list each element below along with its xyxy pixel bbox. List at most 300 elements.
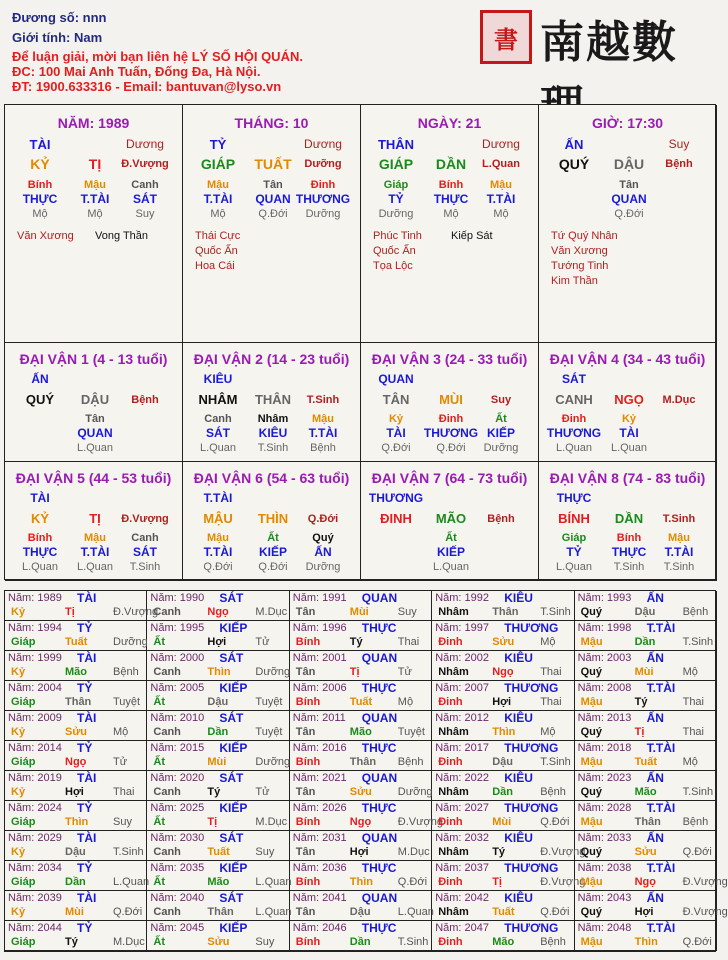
hidden-god: T.TÀI — [203, 545, 233, 559]
year-phase: L.Quan — [255, 876, 292, 888]
hidden-stem: Giáp — [561, 532, 587, 544]
year-phase: Bệnh — [540, 936, 566, 948]
year-can: Mậu — [580, 636, 603, 648]
logo-title: 南越數 — [540, 17, 678, 68]
year-phase: M.Dục — [113, 936, 145, 948]
pillar-chi: DẬU — [613, 156, 645, 172]
year-god: THỰC — [361, 681, 397, 695]
dai-van-chi: THÂN — [254, 392, 292, 407]
year-phase: Suy — [255, 846, 275, 858]
year-can: Giáp — [11, 756, 36, 768]
dai-van-title: ĐẠI VẬN 2 (14 - 23 tuổi) — [193, 351, 350, 367]
year-can: Kỷ — [11, 786, 26, 798]
year-can: Bính — [295, 696, 321, 708]
year-can: Nhâm — [438, 846, 469, 858]
dai-van-chi: THÌN — [257, 511, 289, 526]
year-label: Năm: 2036 — [292, 862, 347, 874]
hidden-phase: L.Quan — [432, 561, 470, 573]
year-can: Đinh — [438, 756, 463, 768]
hidden-phase: Suy — [135, 208, 155, 220]
year-can: Bính — [295, 756, 321, 768]
year-grid — [4, 590, 728, 952]
year-phase: T.Sinh — [540, 756, 571, 768]
year-chi: Ngọ — [65, 756, 87, 768]
year-god: KIẾP — [219, 861, 248, 875]
year-phase: Tuyệt — [255, 726, 283, 738]
star-left: Quốc Ấn — [195, 245, 238, 257]
year-can: Tân — [295, 846, 316, 858]
dai-van-can: MẬU — [203, 511, 233, 526]
year-god: KIẾP — [219, 681, 248, 695]
year-god: KIẾP — [219, 621, 248, 635]
year-cell — [290, 771, 432, 801]
year-can: Kỷ — [11, 846, 26, 858]
year-label: Năm: 2034 — [8, 862, 62, 874]
year-label: Năm: 2042 — [435, 892, 489, 904]
year-cell — [575, 591, 717, 621]
year-phase: Bệnh — [682, 816, 709, 828]
year-phase: Mộ — [682, 756, 698, 768]
year-cell — [290, 621, 432, 651]
hidden-god: THƯƠNG — [423, 426, 479, 440]
year-cell — [575, 711, 717, 741]
year-chi: Mùi — [349, 606, 369, 618]
pillar-cell — [183, 105, 361, 343]
year-can: Giáp — [11, 816, 36, 828]
dai-van-state: Suy — [490, 394, 512, 406]
year-label: Năm: 1994 — [8, 622, 62, 634]
year-chi: Sửu — [207, 936, 230, 948]
year-god: KIẾP — [219, 801, 248, 815]
year-cell — [147, 621, 289, 651]
dai-van-can: TÂN — [382, 392, 410, 407]
hidden-phase: Dưỡng — [483, 442, 519, 454]
hidden-phase: L.Quan — [555, 561, 593, 573]
hidden-god: T.TÀI — [308, 426, 338, 440]
year-chi: Dậu — [634, 606, 656, 618]
year-cell — [432, 591, 574, 621]
year-phase: Bệnh — [113, 666, 139, 678]
hidden-god: QUAN — [77, 426, 113, 440]
year-can: Canh — [153, 906, 181, 918]
dai-van-god: KIÊU — [203, 372, 233, 386]
year-label: Năm: 2027 — [435, 802, 489, 814]
hidden-phase: L.Quan — [610, 442, 648, 454]
year-can: Mậu — [580, 696, 603, 708]
year-phase: M.Dục — [255, 816, 288, 828]
hidden-god: THỰC — [611, 545, 647, 559]
star-left: Tứ Quý Nhân — [551, 230, 618, 242]
pillar-chi: DẦN — [435, 156, 467, 172]
year-chi: Mão — [492, 936, 515, 948]
year-cell — [5, 831, 147, 861]
hidden-phase: Q.Đới — [614, 208, 644, 220]
pillar-can: GIÁP — [200, 156, 236, 172]
year-god: QUAN — [361, 771, 398, 785]
year-chi: Tuất — [65, 636, 88, 648]
dai-van-can: KỶ — [30, 511, 50, 526]
hidden-god: THƯƠNG — [546, 426, 602, 440]
year-cell — [290, 831, 432, 861]
year-phase: Đ.Vượng — [682, 906, 728, 918]
year-phase: Mộ — [113, 726, 129, 738]
pillar-god: ẤN — [564, 137, 584, 152]
year-can: Đinh — [438, 936, 463, 948]
dai-van-title: ĐẠI VẬN 5 (44 - 53 tuổi) — [15, 470, 172, 486]
dai-van-state: Q.Đới — [307, 513, 339, 525]
year-phase: Q.Đới — [540, 906, 570, 918]
hidden-phase: Mộ — [32, 208, 48, 220]
hidden-stem: Nhâm — [257, 413, 289, 425]
year-can: Kỷ — [11, 726, 26, 738]
dai-van-god: T.TÀI — [203, 491, 233, 505]
dai-van-title: ĐẠI VẬN 8 (74 - 83 tuổi) — [549, 470, 706, 486]
year-chi: Dậu — [65, 846, 86, 858]
owner-name: Đương số: nnn — [12, 10, 107, 25]
year-phase: Q.Đới — [113, 906, 143, 918]
hidden-god: THỰC — [433, 192, 469, 206]
year-chi: Hợi — [634, 906, 654, 918]
year-cell — [147, 831, 289, 861]
year-god: TỶ — [77, 741, 93, 755]
hidden-phase: Q.Đới — [381, 442, 411, 454]
dai-van-state: Đ.Vượng — [121, 513, 169, 525]
year-god: THỰC — [361, 741, 397, 755]
pillar-state: Đ.Vượng — [121, 158, 169, 170]
hidden-stem: Ất — [267, 532, 279, 544]
year-cell — [575, 621, 717, 651]
year-can: Giáp — [11, 636, 36, 648]
year-cell — [290, 711, 432, 741]
pillar-god: TÀI — [29, 137, 51, 152]
pillar-god-state: Dương — [304, 137, 342, 151]
year-cell — [575, 741, 717, 771]
year-god: ẤN — [646, 651, 664, 665]
year-label: Năm: 2028 — [577, 802, 632, 814]
pillar-god-state: Dương — [482, 137, 520, 151]
year-phase: Thai — [682, 726, 704, 738]
year-chi: Tý — [492, 846, 506, 858]
year-phase: Dưỡng — [397, 786, 433, 798]
year-chi: Tý — [65, 936, 78, 948]
year-label: Năm: 2017 — [435, 742, 489, 754]
year-cell — [432, 651, 574, 681]
year-god: TÀI — [77, 711, 97, 725]
year-god: T.TÀI — [646, 801, 676, 815]
dai-van-state: M.Dục — [662, 394, 696, 406]
year-chi: Thân — [492, 606, 519, 618]
year-can: Mậu — [580, 816, 603, 828]
hidden-stem: Ất — [445, 532, 457, 544]
year-cell — [5, 591, 159, 621]
year-label: Năm: 2045 — [150, 922, 205, 934]
dai-van-state: Bệnh — [487, 513, 515, 525]
dai-van-chi: MÙI — [439, 392, 463, 407]
year-phase: Thai — [113, 786, 135, 798]
year-god: TỶ — [77, 921, 93, 935]
year-can: Nhâm — [438, 666, 469, 678]
year-chi: Thìn — [634, 936, 658, 948]
year-god: QUAN — [361, 591, 398, 605]
year-phase: Mộ — [397, 696, 414, 708]
year-god: SÁT — [219, 651, 244, 665]
year-can: Kỷ — [11, 666, 26, 678]
year-phase: Thai — [540, 666, 562, 678]
pillar-can: GIÁP — [378, 156, 414, 172]
year-cell — [5, 771, 147, 801]
year-chi: Tuất — [492, 906, 515, 918]
year-cell — [147, 771, 289, 801]
dai-van-title: ĐẠI VẬN 1 (4 - 13 tuổi) — [19, 351, 168, 367]
year-chi: Mùi — [492, 816, 512, 828]
year-chi: Thân — [349, 756, 377, 768]
year-label: Năm: 2011 — [292, 712, 346, 724]
year-chi: Thân — [207, 906, 234, 918]
year-phase: T.Sinh — [682, 636, 714, 648]
dai-van-cell — [5, 462, 183, 581]
year-chi: Dậu — [207, 696, 229, 708]
pillar-cell — [5, 105, 183, 343]
year-can: Ất — [153, 696, 165, 708]
dai-van-can: ĐINH — [380, 511, 412, 526]
year-label: Năm: 2040 — [150, 892, 205, 904]
year-chi: Dần — [349, 936, 371, 948]
year-cell — [432, 921, 574, 951]
year-god: SÁT — [219, 711, 244, 725]
pillar-cell — [539, 105, 717, 343]
year-god: T.TÀI — [646, 861, 676, 875]
year-chi: Thìn — [349, 876, 374, 888]
year-phase: L.Quan — [255, 906, 292, 918]
star-left: Văn Xương — [551, 245, 608, 257]
year-phase: Thai — [682, 696, 704, 708]
pillar-title: THÁNG: 10 — [234, 115, 309, 131]
year-chi: Dần — [207, 726, 229, 738]
year-can: Mậu — [580, 756, 603, 768]
year-cell — [5, 741, 147, 771]
pillar-god-state: Dương — [126, 137, 164, 151]
year-label: Năm: 2025 — [150, 802, 205, 814]
year-phase: Q.Đới — [540, 816, 570, 828]
year-chi: Tuất — [634, 756, 657, 768]
dai-van-chi: NGỌ — [614, 392, 644, 407]
dai-van-cell — [5, 343, 183, 462]
year-can: Mậu — [580, 876, 603, 888]
year-chi: Dần — [65, 876, 86, 888]
year-label: Năm: 2046 — [292, 922, 347, 934]
hidden-stem: Mậu — [490, 179, 512, 191]
pillar-cell — [361, 105, 539, 343]
hidden-god: TÀI — [386, 426, 406, 440]
year-chi: Mão — [349, 726, 372, 738]
year-chi: Tuất — [207, 846, 230, 858]
hidden-phase: L.Quan — [199, 442, 237, 454]
year-label: Năm: 1989 — [8, 592, 62, 604]
hidden-stem: Mậu — [84, 179, 106, 191]
year-phase: Đ.Vượng — [113, 606, 159, 618]
year-cell — [432, 621, 574, 651]
year-god: KIÊU — [504, 891, 533, 905]
year-god: ẤN — [646, 771, 664, 785]
year-cell — [290, 681, 432, 711]
year-phase: Tử — [113, 756, 128, 768]
year-god: TÀI — [77, 771, 97, 785]
year-can: Giáp — [11, 876, 36, 888]
year-phase: T.Sinh — [540, 606, 571, 618]
year-god: THỰC — [361, 621, 397, 635]
year-chi: Ngọ — [634, 876, 656, 888]
year-phase: Tuyệt — [255, 696, 283, 708]
year-god: TÀI — [77, 831, 97, 845]
year-label: Năm: 2005 — [150, 682, 205, 694]
year-cell — [5, 681, 147, 711]
year-label: Năm: 2000 — [150, 652, 205, 664]
year-can: Ất — [153, 876, 165, 888]
hidden-god: KIẾP — [486, 426, 516, 440]
dai-van-god: QUAN — [378, 372, 414, 386]
year-god: ẤN — [646, 711, 664, 725]
year-god: THƯƠNG — [504, 681, 559, 695]
star-right: Kiếp Sát — [451, 230, 493, 242]
year-label: Năm: 2023 — [577, 772, 632, 784]
hidden-stem: Giáp — [383, 179, 409, 191]
year-phase: Tuyệt — [113, 696, 141, 708]
year-god: T.TÀI — [646, 741, 676, 755]
year-god: SÁT — [219, 771, 244, 785]
hidden-stem: Canh — [131, 179, 159, 191]
year-phase: Bệnh — [682, 606, 709, 618]
star-left: Tọa Lộc — [373, 260, 413, 272]
hidden-phase: Mộ — [493, 208, 509, 220]
year-can: Ất — [153, 636, 165, 648]
year-phase: Đ.Vượng — [397, 816, 443, 828]
hidden-god: QUAN — [255, 192, 291, 206]
year-cell — [5, 621, 147, 651]
hidden-stem: Tân — [263, 179, 283, 191]
pillar-can: QUÝ — [558, 156, 590, 172]
year-can: Tân — [295, 666, 316, 678]
year-label: Năm: 2021 — [292, 772, 347, 784]
year-label: Năm: 2022 — [435, 772, 489, 784]
year-phase: Thai — [540, 696, 562, 708]
year-god: THỰC — [361, 801, 397, 815]
hidden-phase: T.Sinh — [257, 442, 289, 454]
year-chi: Tuất — [349, 696, 373, 708]
dai-van-chi: MÃO — [435, 511, 467, 526]
dai-van-state: T.Sinh — [306, 394, 340, 406]
gender: Giới tính: Nam — [12, 30, 103, 45]
hidden-god: SÁT — [206, 426, 230, 440]
hidden-god: T.TÀI — [664, 545, 694, 559]
year-cell — [5, 921, 147, 951]
year-phase: Q.Đới — [682, 846, 712, 858]
year-cell — [432, 861, 586, 891]
star-left: Quốc Ấn — [373, 245, 416, 257]
year-chi: Thân — [634, 816, 661, 828]
year-can: Tân — [295, 606, 316, 618]
year-can: Quý — [580, 846, 602, 858]
year-god: TỶ — [77, 681, 93, 695]
year-label: Năm: 2031 — [292, 832, 347, 844]
year-god: ẤN — [646, 891, 664, 905]
year-can: Bính — [295, 636, 321, 648]
year-label: Năm: 2009 — [8, 712, 62, 724]
year-can: Ất — [153, 816, 165, 828]
year-god: QUAN — [361, 651, 398, 665]
year-label: Năm: 2010 — [150, 712, 205, 724]
hidden-god: T.TÀI — [80, 545, 110, 559]
year-phase: Tuyệt — [397, 726, 425, 738]
hidden-stem: Mậu — [207, 532, 229, 544]
year-cell — [575, 651, 717, 681]
year-label: Năm: 2016 — [292, 742, 347, 754]
year-chi: Dần — [492, 786, 513, 798]
year-can: Giáp — [11, 936, 36, 948]
year-label: Năm: 2038 — [577, 862, 632, 874]
dai-van-god: TÀI — [30, 491, 50, 505]
year-phase: Suy — [113, 816, 132, 828]
year-chi: Sửu — [634, 846, 657, 858]
year-cell — [5, 861, 150, 891]
dai-van-chi: DẦN — [614, 511, 644, 526]
year-phase: Mộ — [540, 636, 556, 648]
hidden-god: KIẾP — [436, 545, 466, 559]
dai-van-title: ĐẠI VẬN 7 (64 - 73 tuổi) — [371, 470, 528, 486]
year-chi: Tị — [492, 876, 502, 888]
year-phase: Tử — [397, 666, 412, 678]
dai-van-cell — [361, 343, 539, 462]
year-label: Năm: 2047 — [435, 922, 489, 934]
phone-email: ĐT: 1900.633316 - Email: bantuvan@lyso.vn — [12, 79, 282, 94]
year-chi: Dậu — [349, 906, 371, 918]
hidden-stem: Bính — [438, 179, 464, 191]
year-chi: Hợi — [349, 846, 369, 858]
year-cell — [432, 681, 574, 711]
year-chi: Thìn — [492, 726, 516, 738]
year-phase: Đ.Vượng — [540, 846, 586, 858]
pillar-god: THÂN — [377, 137, 415, 152]
hidden-phase: T.Sinh — [663, 561, 695, 573]
hidden-phase: Dưỡng — [305, 561, 341, 573]
year-god: KIẾP — [219, 741, 248, 755]
pillar-title: NĂM: 1989 — [57, 115, 130, 131]
year-cell — [147, 681, 289, 711]
year-label: Năm: 2003 — [577, 652, 632, 664]
year-chi: Tị — [349, 666, 360, 678]
year-phase: Suy — [397, 606, 417, 618]
dai-van-god: SÁT — [562, 372, 586, 386]
hidden-god: THƯƠNG — [295, 192, 351, 206]
year-phase: Đ.Vượng — [540, 876, 586, 888]
hidden-phase: Mộ — [210, 208, 226, 220]
year-cell — [147, 921, 289, 951]
year-god: THƯƠNG — [504, 741, 559, 755]
pillar-title: GIỜ: 17:30 — [591, 115, 664, 131]
year-can: Ất — [153, 936, 165, 948]
year-can: Tân — [295, 786, 316, 798]
year-cell — [5, 651, 147, 681]
dai-van-cell — [183, 343, 361, 462]
year-phase: Bệnh — [397, 756, 424, 768]
year-god: SÁT — [219, 831, 244, 845]
year-label: Năm: 1992 — [435, 592, 489, 604]
dai-van-can: QUÝ — [25, 392, 55, 407]
year-chi: Ngọ — [207, 606, 229, 618]
year-god: THƯƠNG — [504, 921, 559, 935]
hidden-god: ẤN — [314, 545, 332, 559]
hidden-stem: Đinh — [310, 179, 336, 191]
hidden-phase: T.Sinh — [613, 561, 645, 573]
